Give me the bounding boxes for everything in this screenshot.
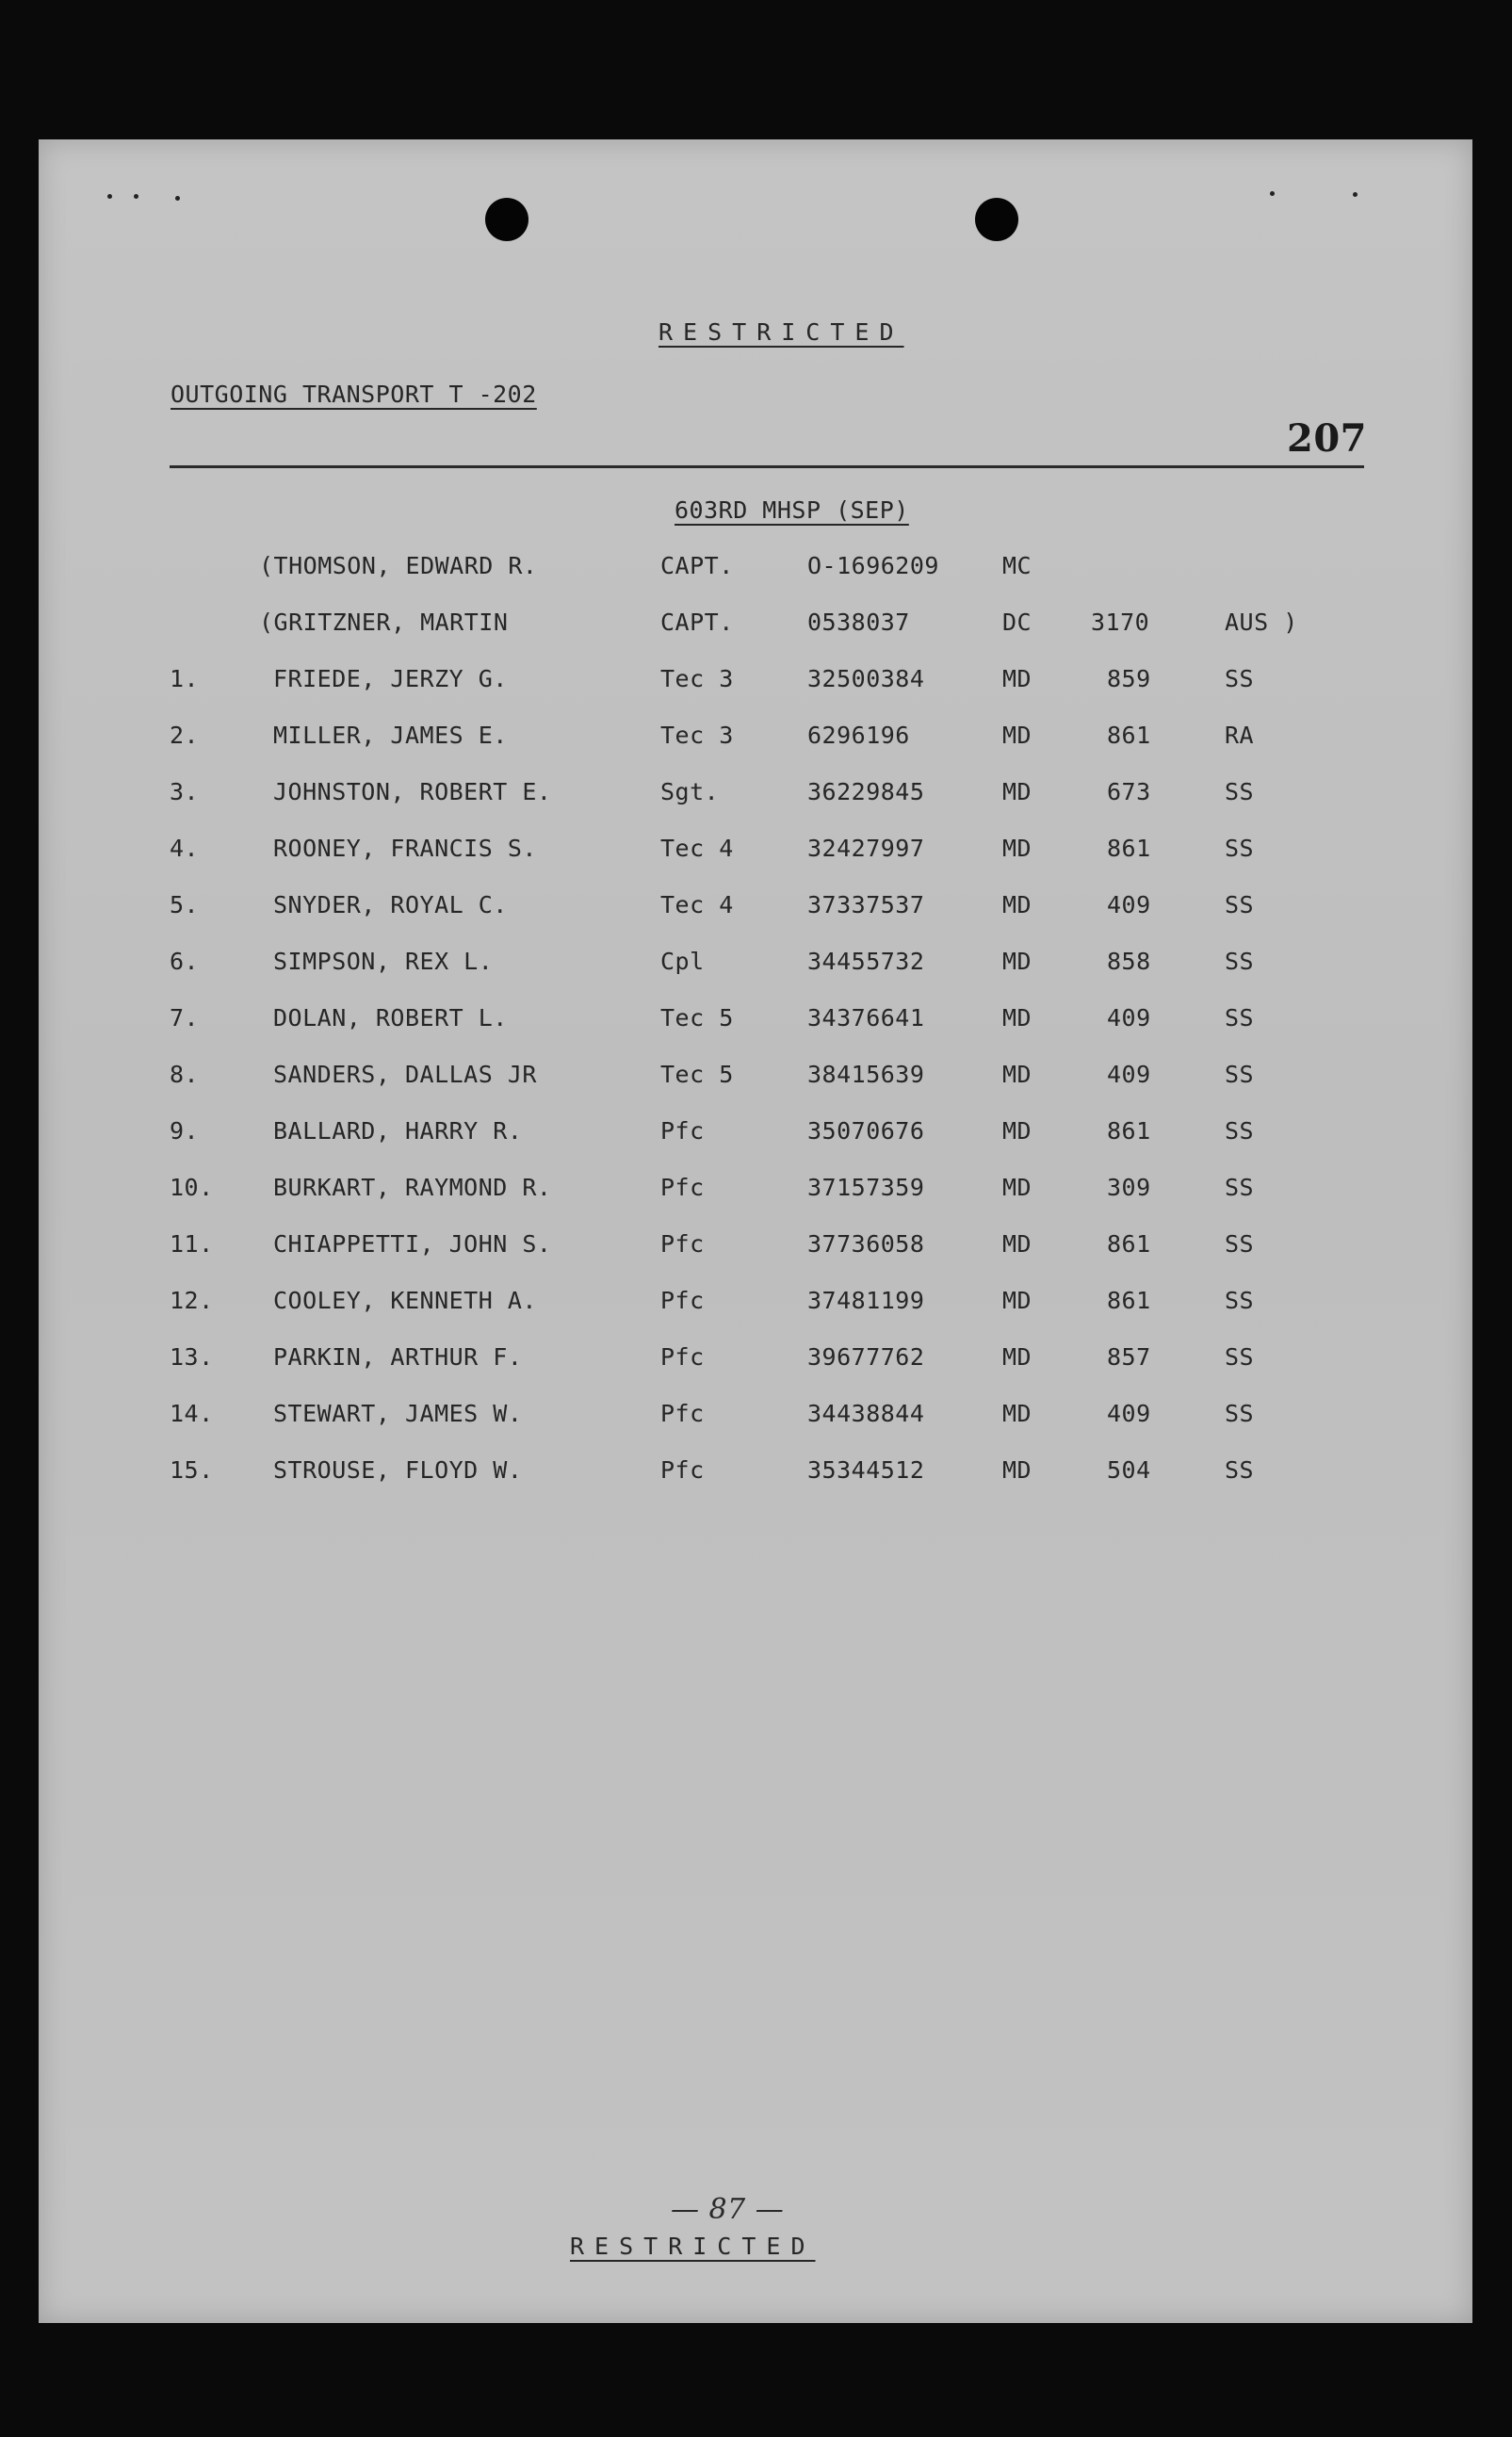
roster-branch: MD xyxy=(1002,948,1032,975)
speck xyxy=(1353,192,1358,197)
roster-serial: 34455732 xyxy=(807,948,925,975)
officer-rank: CAPT. xyxy=(660,609,734,636)
roster-mos: 309 xyxy=(1107,1174,1151,1201)
speck xyxy=(1270,191,1275,196)
roster-num: 9. xyxy=(170,1117,200,1145)
unit-heading: 603RD MHSP (SEP) xyxy=(675,496,909,524)
officer-row xyxy=(0,552,1434,590)
roster-name: STEWART, JAMES W. xyxy=(273,1400,523,1427)
roster-status: SS xyxy=(1225,1061,1255,1088)
officer-serial: 0538037 xyxy=(807,609,910,636)
roster-mos: 861 xyxy=(1107,835,1151,862)
roster-num: 15. xyxy=(170,1456,214,1484)
document-title: OUTGOING TRANSPORT T -202 xyxy=(171,381,537,408)
roster-mos: 409 xyxy=(1107,1061,1151,1088)
roster-branch: MD xyxy=(1002,1174,1032,1201)
roster-serial: 38415639 xyxy=(807,1061,925,1088)
roster-row xyxy=(0,891,1434,929)
roster-rank: Tec 5 xyxy=(660,1061,734,1088)
roster-branch: MD xyxy=(1002,1061,1032,1088)
roster-num: 13. xyxy=(170,1343,214,1371)
roster-branch: MD xyxy=(1002,1456,1032,1484)
roster-status: SS xyxy=(1225,1174,1255,1201)
roster-name: COOLEY, KENNETH A. xyxy=(273,1287,537,1314)
roster-rank: Pfc xyxy=(660,1400,705,1427)
roster-status: SS xyxy=(1225,891,1255,918)
roster-branch: MD xyxy=(1002,665,1032,692)
roster-rank: Cpl xyxy=(660,948,705,975)
roster-row xyxy=(0,1004,1434,1042)
roster-name: CHIAPPETTI, JOHN S. xyxy=(273,1230,552,1258)
roster-mos: 409 xyxy=(1107,891,1151,918)
officer-row xyxy=(0,609,1434,646)
roster-num: 14. xyxy=(170,1400,214,1427)
roster-status: SS xyxy=(1225,1343,1255,1371)
roster-num: 10. xyxy=(170,1174,214,1201)
roster-mos: 861 xyxy=(1107,1230,1151,1258)
roster-row xyxy=(0,1061,1434,1098)
roster-name: BALLARD, HARRY R. xyxy=(273,1117,523,1145)
roster-status: SS xyxy=(1225,1287,1255,1314)
roster-branch: MD xyxy=(1002,835,1032,862)
roster-num: 5. xyxy=(170,891,200,918)
roster-status: SS xyxy=(1225,1004,1255,1032)
roster-serial: 37157359 xyxy=(807,1174,925,1201)
roster-rank: Tec 4 xyxy=(660,835,734,862)
roster-row xyxy=(0,1287,1434,1324)
roster-branch: MD xyxy=(1002,891,1032,918)
roster-mos: 858 xyxy=(1107,948,1151,975)
roster-row xyxy=(0,722,1434,759)
officer-name: (THOMSON, EDWARD R. xyxy=(259,552,538,579)
officer-status: AUS ) xyxy=(1225,609,1298,636)
speck xyxy=(134,194,138,199)
roster-num: 2. xyxy=(170,722,200,749)
roster-status: SS xyxy=(1225,1456,1255,1484)
roster-row xyxy=(0,948,1434,985)
roster-name: BURKART, RAYMOND R. xyxy=(273,1174,552,1201)
roster-row xyxy=(0,1174,1434,1211)
roster-branch: MD xyxy=(1002,1400,1032,1427)
roster-branch: MD xyxy=(1002,1287,1032,1314)
roster-name: MILLER, JAMES E. xyxy=(273,722,508,749)
roster-name: FRIEDE, JERZY G. xyxy=(273,665,508,692)
roster-status: RA xyxy=(1225,722,1255,749)
roster-name: SIMPSON, REX L. xyxy=(273,948,494,975)
roster-branch: MD xyxy=(1002,1343,1032,1371)
roster-rank: Pfc xyxy=(660,1343,705,1371)
roster-branch: MD xyxy=(1002,1004,1032,1032)
roster-serial: 6296196 xyxy=(807,722,910,749)
roster-mos: 857 xyxy=(1107,1343,1151,1371)
officer-name: (GRITZNER, MARTIN xyxy=(259,609,509,636)
roster-row xyxy=(0,1456,1434,1494)
roster-num: 6. xyxy=(170,948,200,975)
roster-row xyxy=(0,778,1434,816)
roster-branch: MD xyxy=(1002,722,1032,749)
roster-name: JOHNSTON, ROBERT E. xyxy=(273,778,552,805)
roster-status: SS xyxy=(1225,835,1255,862)
roster-serial: 35070676 xyxy=(807,1117,925,1145)
officer-rank: CAPT. xyxy=(660,552,734,579)
roster-rank: Tec 3 xyxy=(660,665,734,692)
roster-mos: 861 xyxy=(1107,722,1151,749)
roster-status: SS xyxy=(1225,778,1255,805)
roster-num: 1. xyxy=(170,665,200,692)
classification-bottom: RESTRICTED xyxy=(570,2233,816,2260)
roster-mos: 409 xyxy=(1107,1004,1151,1032)
handwritten-page-number: — 87 — xyxy=(671,2193,785,2226)
roster-row xyxy=(0,665,1434,703)
roster-row xyxy=(0,1230,1434,1268)
roster-status: SS xyxy=(1225,1400,1255,1427)
roster-row xyxy=(0,1117,1434,1155)
roster-serial: 36229845 xyxy=(807,778,925,805)
speck xyxy=(175,196,180,201)
roster-name: SNYDER, ROYAL C. xyxy=(273,891,508,918)
roster-rank: Tec 4 xyxy=(660,891,734,918)
roster-rank: Pfc xyxy=(660,1287,705,1314)
roster-num: 8. xyxy=(170,1061,200,1088)
roster-rank: Sgt. xyxy=(660,778,720,805)
roster-mos: 673 xyxy=(1107,778,1151,805)
roster-status: SS xyxy=(1225,1230,1255,1258)
roster-rank: Pfc xyxy=(660,1456,705,1484)
roster-branch: MD xyxy=(1002,1117,1032,1145)
punch-hole-right xyxy=(975,198,1018,241)
roster-serial: 32427997 xyxy=(807,835,925,862)
roster-row xyxy=(0,1343,1434,1381)
header-rule xyxy=(170,465,1364,468)
roster-num: 4. xyxy=(170,835,200,862)
roster-serial: 37736058 xyxy=(807,1230,925,1258)
roster-row xyxy=(0,1400,1434,1438)
officer-mos: 3170 xyxy=(1091,609,1150,636)
roster-serial: 37481199 xyxy=(807,1287,925,1314)
page-number: 207 xyxy=(1287,416,1367,461)
roster-mos: 409 xyxy=(1107,1400,1151,1427)
roster-rank: Tec 3 xyxy=(660,722,734,749)
roster-name: SANDERS, DALLAS JR xyxy=(273,1061,537,1088)
roster-rank: Pfc xyxy=(660,1174,705,1201)
roster-serial: 39677762 xyxy=(807,1343,925,1371)
roster-serial: 32500384 xyxy=(807,665,925,692)
roster-rank: Pfc xyxy=(660,1230,705,1258)
roster-rank: Tec 5 xyxy=(660,1004,734,1032)
roster-name: ROONEY, FRANCIS S. xyxy=(273,835,537,862)
classification-top: RESTRICTED xyxy=(658,318,904,346)
roster-num: 12. xyxy=(170,1287,214,1314)
roster-serial: 34438844 xyxy=(807,1400,925,1427)
roster-name: STROUSE, FLOYD W. xyxy=(273,1456,523,1484)
roster-name: PARKIN, ARTHUR F. xyxy=(273,1343,523,1371)
roster-rank: Pfc xyxy=(660,1117,705,1145)
roster-mos: 861 xyxy=(1107,1117,1151,1145)
roster-num: 3. xyxy=(170,778,200,805)
roster-mos: 861 xyxy=(1107,1287,1151,1314)
roster-row xyxy=(0,835,1434,872)
roster-serial: 37337537 xyxy=(807,891,925,918)
roster-status: SS xyxy=(1225,948,1255,975)
roster-serial: 35344512 xyxy=(807,1456,925,1484)
officer-serial: O-1696209 xyxy=(807,552,939,579)
roster-mos: 859 xyxy=(1107,665,1151,692)
roster-mos: 504 xyxy=(1107,1456,1151,1484)
punch-hole-left xyxy=(485,198,528,241)
roster-num: 11. xyxy=(170,1230,214,1258)
roster-num: 7. xyxy=(170,1004,200,1032)
officer-branch: DC xyxy=(1002,609,1032,636)
roster-status: SS xyxy=(1225,1117,1255,1145)
roster-status: SS xyxy=(1225,665,1255,692)
roster-branch: MD xyxy=(1002,1230,1032,1258)
roster-branch: MD xyxy=(1002,778,1032,805)
speck xyxy=(107,194,112,199)
officer-branch: MC xyxy=(1002,552,1032,579)
roster-name: DOLAN, ROBERT L. xyxy=(273,1004,508,1032)
roster-serial: 34376641 xyxy=(807,1004,925,1032)
